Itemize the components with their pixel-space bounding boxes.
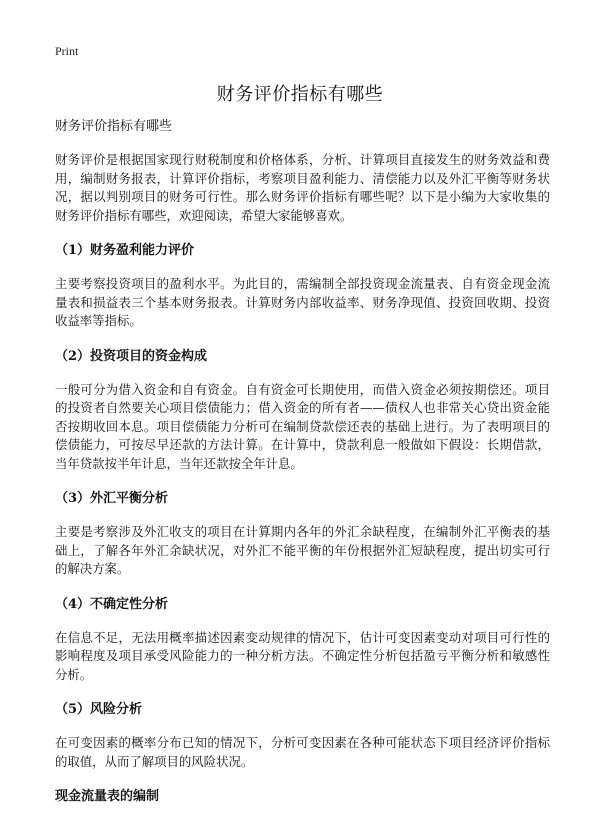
section-heading-forex-balance: （3）外汇平衡分析: [55, 491, 169, 506]
page-title: 财务评价指标有哪些: [216, 84, 384, 105]
section-heading-risk: （5）风险分析: [55, 702, 143, 717]
article-subtitle: 财务评价指标有哪些: [55, 119, 173, 134]
section-heading-profitability: （1）财务盈利能力评价: [55, 243, 195, 258]
section-body-profitability: 主要考察投资项目的盈利水平。为此目的，需编制全部投资现金流量表、自有资金现金流量表和损益表三个基本财务报表。计算财务内部收益率、财务净现值、投资回收期、投资收益率等指标。: [55, 276, 550, 328]
print-link[interactable]: Print: [55, 44, 79, 58]
section-body-forex-balance: 主要是考察涉及外汇收支的项目在计算期内各年的外汇余缺程度，在编制外汇平衡表的基础上，了解各年外汇余缺状况，对外汇不能平衡的年份根据外汇短缺程度，提出切实可行的解决方案。: [55, 524, 550, 576]
section-heading-cash-flow: 现金流量表的编制: [55, 789, 160, 804]
section-body-capital-structure: 一般可分为借入资金和自有资金。自有资金可长期使用，而借入资金必须按期偿还。项目的投资者自然要关心项目偿债能力；借入资金的所有者——债权人也非常关心贷出资金能否按期收回本息。项目偿债能力分析可在编制贷款偿还表的基础上进行。为了表明项目的偿债能力，可按尽早还款的方法计算。在计算中，贷款利息一般做如下假设：长期借款，当年贷款按半年计息，当年还款按全年计息。: [55, 381, 550, 471]
section-body-uncertainty: 在信息不足，无法用概率描述因素变动规律的情况下，估计可变因素变动对项目可行性的影响程度及项目承受风险能力的一种分析方法。不确定性分析包括盈亏平衡分析和敏感性分析。: [55, 629, 550, 682]
section-heading-capital-structure: （2）投资项目的资金构成: [55, 348, 208, 364]
section-body-risk: 在可变因素的概率分布已知的情况下，分析可变因素在各种可能状态下项目经济评价指标的取值，从而了解项目的风险状况。: [55, 735, 550, 769]
article-body: [55, 118, 550, 821]
intro-paragraph: 财务评价是根据国家现行财税制度和价格体系，分析、计算项目直接发生的财务效益和费用，编制财务报表，计算评价指标，考察项目盈利能力、清偿能力以及外汇平衡等财务状况，据以判别项目的财务可行性。那么财务评价指标有哪些呢？以下是小编为大家收集的财务评价指标有哪些，欢迎阅读，希望大家能够喜欢。: [55, 152, 550, 223]
section-heading-uncertainty: （4）不确定性分析: [55, 596, 169, 612]
